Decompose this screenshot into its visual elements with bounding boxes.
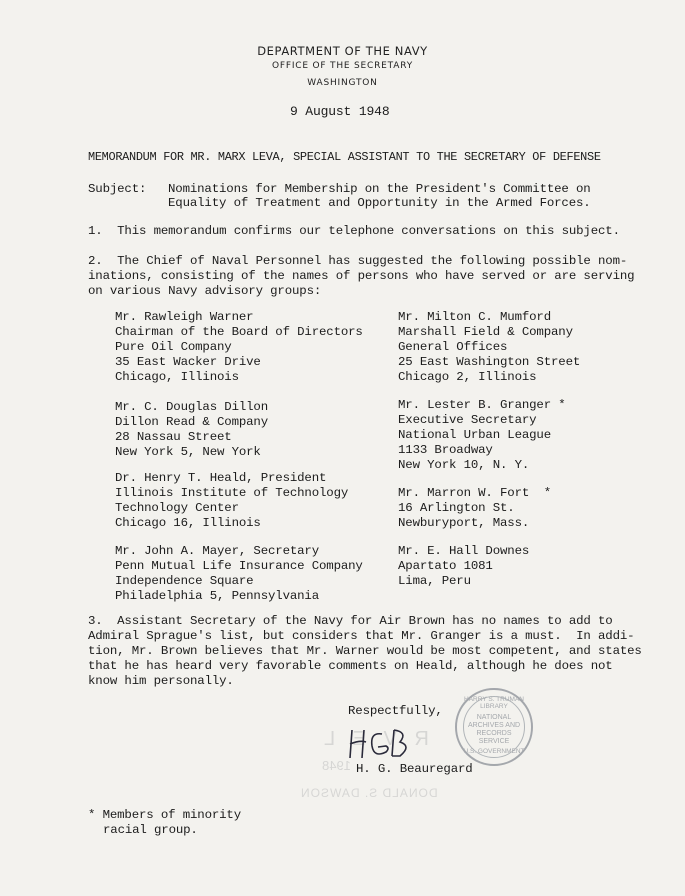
archive-stamp	[455, 688, 533, 766]
memo-date: 9 August 1948	[290, 104, 390, 119]
letterhead-city: WASHINGTON	[307, 78, 378, 88]
handwritten-signature	[346, 724, 416, 764]
nominee-line: 28 Nassau Street	[115, 430, 232, 444]
nominee-line: Chicago, Illinois	[115, 370, 239, 384]
nominee-line: Pure Oil Company	[115, 340, 232, 354]
stamp-ring-bottom: U.S. GOVERNMENT	[463, 748, 525, 755]
footnote-line: racial group.	[103, 823, 198, 837]
bleed-through-text: 1948	[322, 758, 351, 773]
stamp-text: NATIONAL	[476, 714, 512, 721]
paragraph-3-line: Admiral Sprague's list, but considers that Mr. Granger is a must. In addi-	[88, 629, 635, 643]
paragraph-3-line: know him personally.	[88, 674, 234, 688]
letterhead-office: OFFICE OF THE SECRETARY	[271, 61, 413, 71]
nominee-line: Marshall Field & Company	[398, 325, 573, 339]
nominee-line: Mr. Marron W. Fort *	[398, 486, 551, 500]
memo-addressee: MEMORANDUM FOR MR. MARX LEVA, SPECIAL ASSISTANT TO THE SECRETARY OF DEFENSE	[88, 150, 601, 164]
subject-label: Subject:	[88, 182, 147, 196]
nominee-line: New York 10, N. Y.	[398, 458, 530, 472]
nominee-line: Penn Mutual Life Insurance Company	[115, 559, 363, 573]
subject-line-2: Equality of Treatment and Opportunity in the Armed Forces.	[168, 196, 591, 210]
closing: Respectfully,	[348, 704, 443, 718]
nominee-line: Lima, Peru	[398, 574, 471, 588]
nominee-line: Mr. Rawleigh Warner	[115, 310, 254, 324]
paragraph-1: 1. This memorandum confirms our telephone conversations on this subject.	[88, 224, 620, 238]
nominee-line: Dr. Henry T. Heald, President	[115, 471, 327, 485]
nominee-line: 25 East Washington Street	[398, 355, 581, 369]
nominee-line: 1133 Broadway	[398, 443, 493, 457]
nominee-line: Newburyport, Mass.	[398, 516, 530, 530]
nominee-line: 35 East Wacker Drive	[115, 355, 261, 369]
nominee-line: Chicago 2, Illinois	[398, 370, 537, 384]
nominee-line: Mr. John A. Mayer, Secretary	[115, 544, 319, 558]
signer-name: H. G. Beauregard	[356, 762, 473, 776]
nominee-line: Mr. Milton C. Mumford	[398, 310, 551, 324]
stamp-text: ARCHIVES AND	[467, 722, 521, 729]
stamp-ring-top: HARRY S. TRUMAN LIBRARY	[464, 696, 524, 710]
nominee-line: Mr. E. Hall Downes	[398, 544, 530, 558]
nominee-line: Mr. C. Douglas Dillon	[115, 400, 268, 414]
paragraph-2-line: on various Navy advisory groups:	[88, 284, 322, 298]
nominee-line: Mr. Lester B. Granger *	[398, 398, 566, 412]
nominee-line: Illinois Institute of Technology	[115, 486, 349, 500]
nominee-line: Philadelphia 5, Pennsylvania	[115, 589, 319, 603]
nominee-line: Technology Center	[115, 501, 239, 515]
nominee-line: National Urban League	[398, 428, 551, 442]
nominee-line: Executive Secretary	[398, 413, 537, 427]
paragraph-2-line: 2. The Chief of Naval Personnel has suggested the following possible nom-	[88, 254, 628, 268]
paragraph-3-line: tion, Mr. Brown believes that Mr. Warner would be most competent, and states	[88, 644, 642, 658]
nominee-line: Chicago 16, Illinois	[115, 516, 261, 530]
nominee-line: Chairman of the Board of Directors	[115, 325, 363, 339]
subject-line-1: Nominations for Membership on the President's Committee on	[168, 182, 591, 196]
nominee-line: Independence Square	[115, 574, 254, 588]
paragraph-2-line: inations, consisting of the names of persons who have served or are serving	[88, 269, 635, 283]
nominee-line: New York 5, New York	[115, 445, 261, 459]
footnote-line: * Members of minority	[88, 808, 241, 822]
paragraph-3-line: 3. Assistant Secretary of the Navy for Air Brown has no names to add to	[88, 614, 613, 628]
paragraph-3-line: that he has heard very favorable comments on Heald, although he does not	[88, 659, 613, 673]
nominee-line: Dillon Read & Company	[115, 415, 268, 429]
stamp-text: RECORDS	[476, 730, 512, 737]
nominee-line: 16 Arlington St.	[398, 501, 515, 515]
stamp-text: SERVICE	[478, 738, 510, 745]
bleed-through-text: R V E L	[318, 728, 429, 750]
letterhead-department: DEPARTMENT OF THE NAVY	[257, 44, 428, 58]
nominee-line: Apartato 1081	[398, 559, 493, 573]
bleed-through-text: DONALD S. DAWSON	[300, 786, 438, 800]
nominee-line: General Offices	[398, 340, 508, 354]
